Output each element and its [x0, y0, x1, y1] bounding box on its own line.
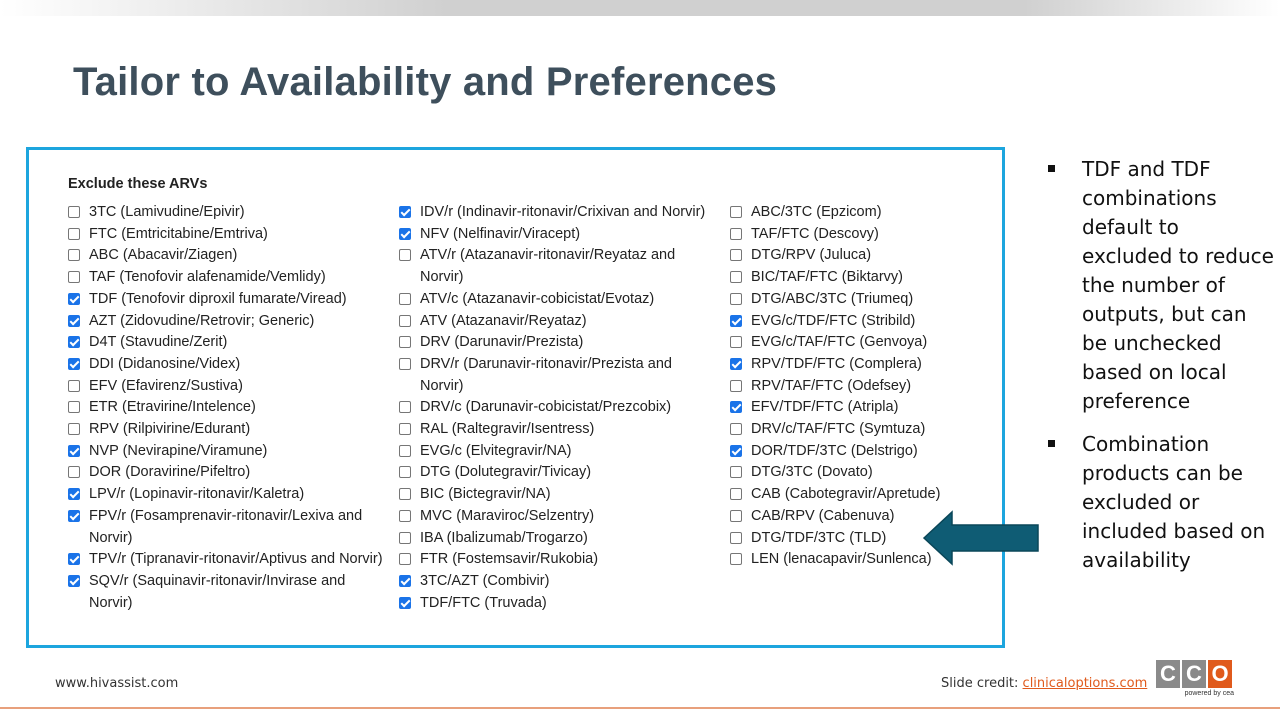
arv-label: CAB/RPV (Cabenuva) [751, 507, 895, 524]
logo-letter: C [1182, 660, 1206, 688]
arv-label: EFV/TDF/FTC (Atripla) [751, 399, 899, 416]
arv-option[interactable] [399, 202, 719, 224]
arv-label: DTG (Dolutegravir/Tivicay) [420, 464, 592, 481]
arv-checkbox[interactable] [68, 228, 80, 240]
arv-option[interactable] [399, 528, 719, 550]
arv-checkbox[interactable] [399, 358, 411, 370]
arv-label: IDV/r (Indinavir-ritonavir/Crixivan and Norvir) [420, 204, 706, 220]
arv-checkbox[interactable] [68, 575, 80, 587]
arv-label: DTG/3TC (Dovato) [751, 464, 873, 481]
arv-option[interactable] [68, 397, 388, 419]
arv-label: ABC/3TC (Epzicom) [751, 204, 882, 220]
arv-checkbox[interactable] [68, 336, 80, 348]
exclude-arvs-panel [26, 147, 1005, 648]
arv-label: EVG/c/TAF/FTC (Genvoya) [751, 334, 928, 351]
arv-option[interactable] [68, 462, 388, 484]
arv-label: DRV/r (Darunavir-ritonavir/Prezista and Norvir) [420, 355, 672, 394]
arv-option[interactable] [68, 506, 388, 549]
arv-option[interactable] [399, 571, 719, 593]
cco-logo [1156, 660, 1234, 704]
slide-credit [941, 676, 1147, 691]
arv-option[interactable] [399, 549, 719, 571]
arv-label: EVG/c (Elvitegravir/NA) [420, 442, 572, 459]
bullet-list [1045, 155, 1275, 589]
arv-option[interactable] [730, 419, 1050, 441]
arv-checkbox[interactable] [730, 358, 742, 370]
arv-column-1 [68, 202, 388, 614]
arv-label: DDI (Didanosine/Videx) [89, 355, 241, 372]
arv-option[interactable] [730, 267, 1050, 289]
arv-label: DOR/TDF/3TC (Delstrigo) [751, 442, 918, 459]
arv-checkbox[interactable] [730, 293, 742, 305]
arv-label: RPV/TAF/FTC (Odefsey) [751, 377, 912, 394]
arv-checkbox[interactable] [68, 249, 80, 261]
arv-label: 3TC/AZT (Combivir) [420, 572, 550, 589]
arv-option[interactable] [399, 224, 719, 246]
website-url: www.hivassist.com [55, 676, 179, 691]
arv-checkbox[interactable] [399, 206, 411, 218]
arv-label: 3TC (Lamivudine/Epivir) [89, 204, 245, 220]
arv-checkbox[interactable] [399, 510, 411, 522]
arv-checkbox[interactable] [730, 445, 742, 457]
arv-checkbox[interactable] [730, 271, 742, 283]
arv-checkbox[interactable] [730, 249, 742, 261]
arv-option[interactable] [399, 311, 719, 333]
arv-option[interactable] [399, 354, 719, 397]
arv-label: SQV/r (Saquinavir-ritonavir/Invirase and Norvir) [89, 572, 346, 611]
arv-label: ETR (Etravirine/Intelence) [89, 399, 256, 416]
arv-checkbox[interactable] [399, 336, 411, 348]
arv-label: TDF (Tenofovir diproxil fumarate/Viread) [89, 290, 347, 307]
arv-checkbox[interactable] [730, 510, 742, 522]
logo-letters [1156, 660, 1234, 688]
arv-checkbox[interactable] [730, 228, 742, 240]
arv-checkbox[interactable] [730, 315, 742, 327]
arv-label: FTR (Fostemsavir/Rukobia) [420, 551, 599, 568]
arv-option[interactable] [68, 311, 388, 333]
arv-checkbox[interactable] [68, 315, 80, 327]
bullet-item [1045, 155, 1275, 416]
arv-option[interactable] [68, 202, 388, 224]
arv-option[interactable] [68, 419, 388, 441]
arv-option[interactable] [68, 332, 388, 354]
arv-checkbox[interactable] [399, 445, 411, 457]
arv-checkbox[interactable] [399, 488, 411, 500]
arv-checkbox[interactable] [68, 553, 80, 565]
arv-checkbox[interactable] [399, 249, 411, 261]
arv-label: DTG/ABC/3TC (Triumeq) [751, 290, 914, 307]
top-gradient-bar [0, 0, 1280, 16]
arv-checkbox[interactable] [730, 466, 742, 478]
arv-option[interactable] [68, 354, 388, 376]
arv-checkbox[interactable] [68, 380, 80, 392]
arv-checkbox[interactable] [399, 228, 411, 240]
arv-label: RPV (Rilpivirine/Edurant) [89, 421, 251, 438]
arv-label: EVG/c/TDF/FTC (Stribild) [751, 312, 916, 329]
arv-label: NFV (Nelfinavir/Viracept) [420, 225, 581, 242]
arv-checkbox[interactable] [730, 336, 742, 348]
arv-checkbox[interactable] [399, 466, 411, 478]
arv-option[interactable] [730, 202, 1050, 224]
left-arrow-icon [922, 510, 1040, 566]
arv-option[interactable] [399, 289, 719, 311]
arv-checkbox[interactable] [68, 358, 80, 370]
arv-option[interactable] [399, 332, 719, 354]
arv-option[interactable] [399, 462, 719, 484]
arv-checkbox[interactable] [399, 597, 411, 609]
arv-option[interactable] [68, 571, 388, 614]
arv-option[interactable] [730, 354, 1050, 376]
arv-option[interactable] [399, 419, 719, 441]
arv-checkbox[interactable] [68, 466, 80, 478]
arv-checkbox[interactable] [730, 380, 742, 392]
arv-checkbox[interactable] [399, 423, 411, 435]
arv-option[interactable] [730, 332, 1050, 354]
arv-option[interactable] [730, 311, 1050, 333]
arv-checkbox[interactable] [68, 510, 80, 522]
arv-label: TPV/r (Tipranavir-ritonavir/Aptivus and Norvir) [89, 551, 383, 568]
arv-option[interactable] [399, 593, 719, 615]
arv-label: DRV/c/TAF/FTC (Symtuza) [751, 421, 926, 438]
arv-checkbox[interactable] [399, 553, 411, 565]
arv-checkbox[interactable] [68, 423, 80, 435]
arv-option[interactable] [730, 462, 1050, 484]
arv-checkbox[interactable] [730, 532, 742, 544]
arv-option[interactable] [730, 397, 1050, 419]
arv-checkbox[interactable] [399, 532, 411, 544]
arv-label: BIC (Bictegravir/NA) [420, 486, 551, 503]
arv-label: LPV/r (Lopinavir-ritonavir/Kaletra) [89, 486, 305, 503]
bullet-text: Combination products can be excluded or included based on availability [1082, 432, 1266, 572]
arv-label: TAF (Tenofovir alafenamide/Vemlidy) [89, 269, 326, 286]
arv-option[interactable] [68, 224, 388, 246]
arv-option[interactable] [399, 506, 719, 528]
arv-label: DRV/c (Darunavir-cobicistat/Prezcobix) [420, 399, 672, 416]
arv-option[interactable] [730, 484, 1050, 506]
arv-checkbox[interactable] [68, 206, 80, 218]
arv-label: MVC (Maraviroc/Selzentry) [420, 507, 595, 524]
arv-label: ATV (Atazanavir/Reyataz) [420, 312, 587, 329]
credit-label: Slide credit: [941, 676, 1019, 691]
bullet-item [1045, 430, 1275, 575]
credit-link[interactable]: clinicaloptions.com [1022, 676, 1148, 691]
arv-label: DTG/TDF/3TC (TLD) [751, 529, 887, 546]
arv-checkbox[interactable] [730, 488, 742, 500]
square-bullet-icon [1048, 440, 1055, 447]
arv-checkbox[interactable] [399, 315, 411, 327]
arv-option[interactable] [68, 376, 388, 398]
arv-label: DRV (Darunavir/Prezista) [420, 334, 584, 351]
arv-option[interactable] [68, 484, 388, 506]
arv-option[interactable] [730, 289, 1050, 311]
arv-option[interactable] [730, 376, 1050, 398]
arv-checkbox[interactable] [730, 401, 742, 413]
arv-option[interactable] [730, 224, 1050, 246]
arv-checkbox[interactable] [399, 575, 411, 587]
arv-label: ATV/r (Atazanavir-ritonavir/Reyataz and Norvir) [420, 247, 676, 286]
panel-heading: Exclude these ARVs [68, 176, 208, 192]
arv-checkbox[interactable] [399, 401, 411, 413]
arv-column-2 [399, 202, 719, 614]
logo-letter: O [1208, 660, 1232, 688]
arv-label: DTG/RPV (Juluca) [751, 247, 872, 264]
arv-option[interactable] [68, 289, 388, 311]
arv-label: IBA (Ibalizumab/Trogarzo) [420, 529, 588, 546]
arv-label: TDF/FTC (Truvada) [420, 594, 547, 611]
arv-label: AZT (Zidovudine/Retrovir; Generic) [89, 312, 315, 329]
arv-label: D4T (Stavudine/Zerit) [89, 334, 228, 351]
arv-label: EFV (Efavirenz/Sustiva) [89, 377, 243, 394]
arv-option[interactable] [68, 245, 388, 267]
arv-label: ABC (Abacavir/Ziagen) [89, 247, 238, 264]
logo-tagline: powered by cea [1184, 690, 1234, 697]
arv-checkbox[interactable] [68, 293, 80, 305]
arv-option[interactable] [730, 245, 1050, 267]
bottom-divider [0, 707, 1280, 709]
arv-checkbox[interactable] [68, 401, 80, 413]
arv-checkbox[interactable] [730, 553, 742, 565]
arv-label: TAF/FTC (Descovy) [751, 225, 879, 242]
arv-option[interactable] [399, 441, 719, 463]
square-bullet-icon [1048, 165, 1055, 172]
arv-checkbox[interactable] [68, 488, 80, 500]
arv-checkbox[interactable] [399, 293, 411, 305]
arv-option[interactable] [399, 245, 719, 288]
arv-label: RAL (Raltegravir/Isentress) [420, 421, 595, 438]
slide-title: Tailor to Availability and Preferences [73, 60, 778, 104]
arv-option[interactable] [68, 441, 388, 463]
arv-label: BIC/TAF/FTC (Biktarvy) [751, 269, 903, 286]
arv-label: FPV/r (Fosamprenavir-ritonavir/Lexiva and Norvir) [89, 507, 363, 546]
arv-checkbox[interactable] [68, 271, 80, 283]
arv-label: RPV/TDF/FTC (Complera) [751, 355, 922, 372]
arv-label: CAB (Cabotegravir/Apretude) [751, 486, 941, 503]
arv-option[interactable] [730, 441, 1050, 463]
arv-label: LEN (lenacapavir/Sunlenca) [751, 551, 932, 568]
arv-option[interactable] [68, 549, 388, 571]
arv-checkbox[interactable] [68, 445, 80, 457]
arv-label: NVP (Nevirapine/Viramune) [89, 442, 268, 459]
arv-label: ATV/c (Atazanavir-cobicistat/Evotaz) [420, 290, 655, 307]
arv-label: DOR (Doravirine/Pifeltro) [89, 464, 251, 481]
arv-label: FTC (Emtricitabine/Emtriva) [89, 225, 268, 242]
arv-option[interactable] [399, 484, 719, 506]
logo-letter: C [1156, 660, 1180, 688]
arv-checkbox[interactable] [730, 423, 742, 435]
arv-option[interactable] [68, 267, 388, 289]
arv-option[interactable] [399, 397, 719, 419]
arv-checkbox[interactable] [730, 206, 742, 218]
bullet-text: TDF and TDF combinations default to excluded to reduce the number of outputs, but can be unchecked based on local preference [1082, 157, 1274, 413]
